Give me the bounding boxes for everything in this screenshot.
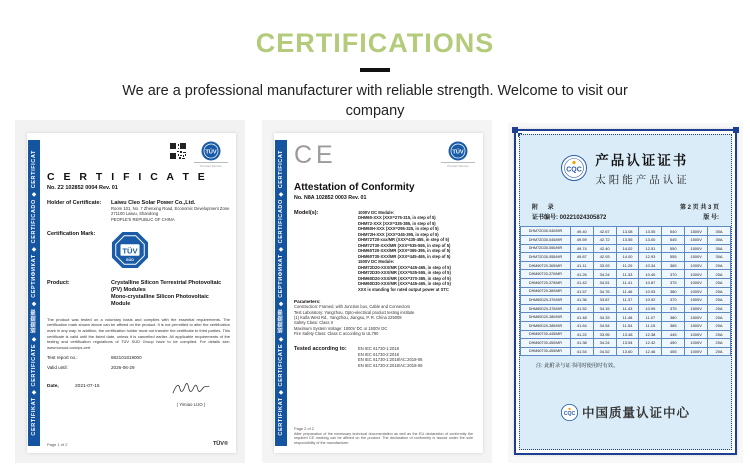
standard-line: EN IEC 61730-2:2018/AC:2018-06 xyxy=(358,363,423,369)
cert-number: 证书编号: 00221024305872 xyxy=(532,215,607,222)
table-cell: 30A xyxy=(708,227,731,236)
holder-row xyxy=(47,200,230,222)
models-list xyxy=(358,210,477,292)
cqc-meta xyxy=(532,203,719,223)
table-cell: 20A xyxy=(708,339,731,348)
standard-line: EN IEC 61730-2:2018 xyxy=(358,351,399,357)
table-row xyxy=(521,235,731,244)
parameter-line: Fire Safety Class: Class C according to UL790 xyxy=(294,330,379,336)
svg-text:TÜV: TÜV xyxy=(452,149,464,156)
model-line: DHM60H-XXX (XXX=295-325, in step of 5) xyxy=(358,226,439,232)
page-indicator: 第 2 页 共 3 页 xyxy=(679,205,719,211)
cqc-certificate-inner xyxy=(519,134,732,450)
table-cell: DHM60D20-375/MR xyxy=(521,304,571,313)
table-cell: 1500V xyxy=(685,313,708,322)
table-cell: 12.51 xyxy=(639,244,662,253)
table-cell: 450 xyxy=(662,339,685,348)
table-cell: 34.33 xyxy=(593,313,616,322)
cqc-organization-name: 中国质量认证中心 xyxy=(581,406,690,420)
holder-address-line: 271100 Laiwu, Shandong xyxy=(111,211,159,217)
svg-text:CQC: CQC xyxy=(563,410,576,417)
model-line: DHM72H-XXX (XXX=345-395, in step of 5) xyxy=(358,231,439,237)
table-cell: 13.48 xyxy=(616,330,639,339)
cqc-logo-text: CQC xyxy=(566,166,583,174)
table-cell: DHM60T30-445/MR xyxy=(521,330,571,339)
table-row xyxy=(521,347,731,356)
product-line: Module xyxy=(111,300,131,307)
table-cell: 11.43 xyxy=(616,304,639,313)
table-cell: 12.93 xyxy=(639,253,662,262)
table-cell: DHM60T30-450/MR xyxy=(521,339,571,348)
table-cell: 545 xyxy=(662,235,685,244)
table-cell: 34.76 xyxy=(593,287,616,296)
cqc-footer xyxy=(520,403,731,421)
table-cell: 20A xyxy=(708,270,731,279)
table-cell: 370 xyxy=(662,296,685,305)
table-cell: 49.59 xyxy=(570,235,593,244)
parameter-line: Safety Class: Class II xyxy=(294,320,333,326)
table-row xyxy=(521,330,731,339)
table-cell: DHM60T20-380/MR xyxy=(521,287,571,296)
table-cell: 11.37 xyxy=(616,296,639,305)
model-line: DHM60T20-XXX/MR (XXX=365-395, in step of 5) xyxy=(358,248,451,254)
table-cell: DHM72D30-550/MR xyxy=(521,244,571,253)
table-cell: 11.33 xyxy=(616,270,639,279)
attestation-footer xyxy=(294,426,473,446)
model-line: XXX is standing for rated output power at STC xyxy=(358,286,449,292)
table-cell: 13.08 xyxy=(616,227,639,236)
table-cell: 10.34 xyxy=(639,261,662,270)
parameter-line: Construction: Framed, with Junction box, Cable and Connectors xyxy=(294,304,411,310)
table-cell: DHM60D20-370/MR xyxy=(521,296,571,305)
cqc-title: 产品认证证书 xyxy=(595,153,689,168)
table-cell: 42.40 xyxy=(593,244,616,253)
table-cell: 1500V xyxy=(685,304,708,313)
table-cell: 41.57 xyxy=(570,287,593,296)
tuv-logo-caption: Product Service xyxy=(441,162,475,168)
sidebar-multilingual-text: CERTIFIKAT ◆ CERTIFICATE ◆ 認證證書 ◆ СЕРТИФИКАТ ◆ CERTIFICADO ◆ CERTIFICAT xyxy=(278,150,284,436)
parameters-label: Parameters: xyxy=(294,299,321,305)
product-line: Mono-crystalline Silicon Photovoltaic xyxy=(111,294,209,301)
tuv-certificate-image[interactable] xyxy=(15,120,245,463)
table-cell: 380 xyxy=(662,313,685,322)
table-cell: 41.64 xyxy=(570,321,593,330)
attestation-title: Attestation of Conformity xyxy=(294,182,415,193)
appendix-line xyxy=(532,203,719,213)
table-cell: 1500V xyxy=(685,227,708,236)
table-cell: DHM60D20-380/MR xyxy=(521,313,571,322)
table-cell: 11.41 xyxy=(616,278,639,287)
model-line: DHM72-XXX (XXX=335-385, in step of 5) xyxy=(358,220,436,226)
qr-code-icon xyxy=(170,143,186,159)
table-cell: 13.55 xyxy=(616,235,639,244)
table-cell: DHM72D30-540/MR xyxy=(521,227,571,236)
table-cell: 34.52 xyxy=(593,347,616,356)
cqc-certificate-document xyxy=(514,129,737,455)
table-cell: 1500V xyxy=(685,296,708,305)
product-line: Crystalline Silicon Terrestrial Photovoltaic xyxy=(111,280,222,287)
mark-label: Certification Mark: xyxy=(47,231,96,238)
table-cell: 1000V xyxy=(685,339,708,348)
table-cell: 20A xyxy=(708,261,731,270)
appendix-label: 附 录 xyxy=(532,205,558,211)
table-cell: 11.15 xyxy=(639,321,662,330)
model-line: DHM72T30-XXX/MR (XXX=535-555, in step of 5) xyxy=(358,242,451,248)
table-cell: 34.24 xyxy=(593,339,616,348)
table-cell: 30A xyxy=(708,253,731,262)
model-line: DHM60D30-XXX/MR (XXX=445-465, in step of 5) xyxy=(358,281,451,287)
cqc-titles xyxy=(595,149,690,187)
model-line: 1500V DC Module: xyxy=(358,259,395,265)
signer-name: ( Yimiao LUO ) xyxy=(176,402,206,407)
table-cell: 370 xyxy=(662,270,685,279)
mark-value xyxy=(111,231,230,271)
table-cell: 20A xyxy=(708,347,731,356)
table-row xyxy=(521,261,731,270)
tuv-sued-logo xyxy=(441,141,475,168)
parameters-list xyxy=(294,304,477,336)
valid-until-label: Valid until: xyxy=(47,365,68,371)
table-cell: DHM60T20-370/MR xyxy=(521,270,571,279)
table-cell: 455 xyxy=(662,347,685,356)
table-row xyxy=(521,339,731,348)
table-cell: 20A xyxy=(708,287,731,296)
table-cell: 49.87 xyxy=(570,253,593,262)
table-cell: 42.72 xyxy=(593,235,616,244)
page-title: CERTIFICATIONS xyxy=(255,28,495,58)
date-value: 2021-07-15 xyxy=(75,384,100,390)
table-cell: 1500V xyxy=(685,321,708,330)
table-cell: 42.93 xyxy=(593,253,616,262)
table-cell: 12.42 xyxy=(639,339,662,348)
tuv-octagon-mark-icon xyxy=(111,231,149,269)
table-cell: 41.36 xyxy=(570,296,593,305)
title-divider xyxy=(360,68,390,72)
table-cell: 33.93 xyxy=(593,261,616,270)
table-cell: 20A xyxy=(708,278,731,287)
table-cell: 1000V xyxy=(685,270,708,279)
table-row xyxy=(521,278,731,287)
table-cell: 34.51 xyxy=(593,278,616,287)
tested-label: Tested according to: xyxy=(294,346,347,353)
table-cell: 20A xyxy=(708,321,731,330)
table-cell: 13.00 xyxy=(639,235,662,244)
cert-no-line xyxy=(532,213,719,223)
model-line: DHM60-XXX (XXX=275-315, in step of 5) xyxy=(358,215,436,221)
table-cell: 12.46 xyxy=(639,347,662,356)
table-cell: 1500V xyxy=(685,244,708,253)
tuv-logo-text: TÜV xyxy=(205,149,217,156)
table-cell: 445 xyxy=(662,330,685,339)
certificate-sidebar xyxy=(275,140,287,446)
table-cell: 41.26 xyxy=(570,270,593,279)
table-cell: 1500V xyxy=(685,235,708,244)
table-cell: 11.48 xyxy=(616,313,639,322)
table-cell: 540 xyxy=(662,227,685,236)
test-report-label: Test report no.: xyxy=(47,355,78,361)
table-cell: 41.22 xyxy=(570,330,593,339)
parameter-line: (1) Kaifa West Rd., Yangzhou, Jiangsu, P. R. China 225009 xyxy=(294,314,402,320)
table-cell: 34.24 xyxy=(593,270,616,279)
table-cell: 41.42 xyxy=(570,278,593,287)
standard-line: EN IEC 61730-1:2018/AC:2018-06 xyxy=(358,357,423,363)
cqc-note: 注: 此附录与证书同时使用时有效。 xyxy=(536,363,619,370)
certificate-statement: The product was tested on a voluntary basis and complies with the essential requirements. The certification mark shown above can be affixed on the product. It is not permitted to alter the certification mark in any way. In addition, the certification holder must not transfer the certificate to third parties. This certificate is valid until the listed date, unless it is cancelled earlier. All applicable requirements of the testing and certification regulations of TÜV SÜD Group have to be complied. For details see: www.tuvsud.com/ps-cert xyxy=(47,316,230,350)
table-cell: 20A xyxy=(708,330,731,339)
table-cell: 11.54 xyxy=(616,321,639,330)
model-line: 1000V DC Module: xyxy=(358,210,395,215)
certificate-footer xyxy=(47,441,228,447)
table-cell: DHM60T30-455/MR xyxy=(521,347,571,356)
parameters-block xyxy=(294,299,477,336)
table-cell: 1000V xyxy=(685,330,708,339)
svg-text:SÜD: SÜD xyxy=(125,258,135,263)
table-cell: 13.54 xyxy=(616,339,639,348)
valid-until-row xyxy=(47,365,230,370)
table-cell: 49.40 xyxy=(570,227,593,236)
table-cell: 20A xyxy=(708,296,731,305)
sidebar-multilingual-text: CERTIFIKAT ◆ CERTIFICATE ◆ 認證證書 ◆ СЕРТИФИКАТ ◆ CERTIFICADO ◆ CERTIFICAT xyxy=(31,150,37,436)
signature-icon xyxy=(170,380,212,396)
certificate-title: C E R T I F I C A T E xyxy=(47,171,208,183)
cqc-data-table xyxy=(520,226,731,356)
model-line: DHM72T20-xxx/MR (XXX=435-455, in step of 5) xyxy=(358,237,450,243)
table-cell: DHM72D30-545/MR xyxy=(521,235,571,244)
ce-mark-icon: CE xyxy=(294,141,337,169)
certificate-sidebar xyxy=(28,140,40,446)
table-row xyxy=(521,287,731,296)
table-row xyxy=(521,227,731,236)
table-cell: 375 xyxy=(662,278,685,287)
signature-block xyxy=(170,380,212,407)
table-cell: 11.46 xyxy=(616,287,639,296)
table-cell: 1000V xyxy=(685,278,708,287)
tested-row xyxy=(294,346,477,369)
table-cell: 380 xyxy=(662,287,685,296)
attestation-certificate-image[interactable] xyxy=(262,120,492,463)
table-row xyxy=(521,253,731,262)
table-cell: 41.48 xyxy=(570,313,593,322)
table-cell: 42.67 xyxy=(593,227,616,236)
holder-label: Holder of Certificate: xyxy=(47,200,102,206)
table-cell: 1000V xyxy=(685,261,708,270)
product-line: (PV) Modules xyxy=(111,287,146,294)
table-cell: 14.00 xyxy=(616,253,639,262)
table-row xyxy=(521,270,731,279)
table-cell: 11.07 xyxy=(639,313,662,322)
table-cell: 12.38 xyxy=(639,330,662,339)
table-cell: 10.87 xyxy=(639,278,662,287)
table-row xyxy=(521,304,731,313)
page-note: Page 1 of 2 xyxy=(47,442,68,447)
table-cell: 555 xyxy=(662,253,685,262)
test-report-value: 882101819000 xyxy=(111,355,142,361)
table-cell: 30A xyxy=(708,235,731,244)
certificate-body xyxy=(47,139,230,449)
tuv-brand-mark: TÜV® xyxy=(212,441,228,447)
product-value xyxy=(111,280,230,308)
version-label: 版 号: xyxy=(703,215,719,222)
parameter-line: Test Laboratory: Yangzhou, Opto-electrical product testing institute xyxy=(294,309,415,315)
attestation-number: No. N8A 102852 0003 Rev. 01 xyxy=(294,195,367,201)
footer-statement: After preparation of the necessary technical documentation as well as the EU declaration of conformity the required CE marking can be affixed on the product. The declaration of conformity is issued under the sole responsibility of the manufacturer. xyxy=(294,431,473,446)
holder-value xyxy=(111,200,230,222)
certificate-number: No. Z2 102852 0004 Rev. 01 xyxy=(47,185,118,191)
valid-until-value: 2026-06-29 xyxy=(111,365,135,371)
product-row xyxy=(47,280,230,308)
table-cell: 13.60 xyxy=(616,347,639,356)
holder-address-line: PEOPLE'S REPUBLIC OF CHINA xyxy=(111,216,175,222)
product-label: Product: xyxy=(47,280,70,287)
table-cell: 1000V xyxy=(685,347,708,356)
table-cell: 1500V xyxy=(685,253,708,262)
model-line: DHM60D20-XXX/MR (XXX=370-385, in step of 5) xyxy=(358,275,451,281)
attestation-document xyxy=(274,133,483,453)
table-cell: 20A xyxy=(708,304,731,313)
mark-row xyxy=(47,231,230,271)
page-subtitle: We are a professional manufacturer with reliable strength. Welcome to visit our company xyxy=(122,83,628,119)
parameter-line: Maximum System Voltage: 1000V DC or 1500V DC xyxy=(294,325,388,331)
table-cell: 33.95 xyxy=(593,330,616,339)
table-row xyxy=(521,321,731,330)
table-cell: 20A xyxy=(708,313,731,322)
table-cell: 41.52 xyxy=(570,304,593,313)
table-cell: 33.87 xyxy=(593,296,616,305)
cqc-logo-icon xyxy=(561,404,578,421)
table-cell: 10.93 xyxy=(639,287,662,296)
date-label: Date, xyxy=(47,384,59,390)
table-cell: 13.05 xyxy=(639,227,662,236)
cqc-certificate-image[interactable] xyxy=(508,123,743,463)
attestation-body xyxy=(294,139,477,449)
table-cell: DHM60T20-365/MR xyxy=(521,261,571,270)
models-row xyxy=(294,210,477,292)
holder-address xyxy=(111,206,230,222)
page-note: Page 2 of 2 xyxy=(294,425,314,431)
table-cell: 11.29 xyxy=(616,261,639,270)
cqc-header xyxy=(520,149,731,187)
holder-address-line: Room 101, No. 7 Zhenxing Road, Economic Development Zone xyxy=(111,206,230,211)
page-header xyxy=(0,0,750,121)
models-label: Model(s): xyxy=(294,210,319,216)
table-row xyxy=(521,313,731,322)
table-cell: 30A xyxy=(708,244,731,253)
table-cell: 550 xyxy=(662,244,685,253)
standards-list xyxy=(358,346,422,369)
model-line: DHM72D30-XXX/MR (XXX=535-555, in step of 5) xyxy=(358,270,451,276)
table-cell: 14.02 xyxy=(616,244,639,253)
table-cell: 34.54 xyxy=(593,321,616,330)
table-cell: 385 xyxy=(662,321,685,330)
table-cell: DHM72D30-555/MR xyxy=(521,253,571,262)
table-cell: 365 xyxy=(662,261,685,270)
svg-text:TÜV: TÜV xyxy=(122,246,138,256)
table-cell: 41.11 xyxy=(570,261,593,270)
table-cell: 10.92 xyxy=(639,296,662,305)
tuv-certificate-document xyxy=(27,133,236,453)
table-cell: 49.74 xyxy=(570,244,593,253)
table-cell: DHM60D20-385/MR xyxy=(521,321,571,330)
model-line: DHM60T30-XXX/MR (XXX=445-465, in step of 5) xyxy=(358,253,451,259)
corner-square-icon xyxy=(733,127,739,133)
tuv-logo-caption: Product Service xyxy=(194,162,228,168)
cqc-logo-icon xyxy=(561,155,587,181)
tuv-sued-logo xyxy=(194,141,228,168)
table-cell: 34.15 xyxy=(593,304,616,313)
table-cell: 41.38 xyxy=(570,339,593,348)
table-cell: 375 xyxy=(662,304,685,313)
table-cell: 41.54 xyxy=(570,347,593,356)
table-cell: DHM60T20-375/MR xyxy=(521,278,571,287)
cqc-subtitle: 太阳能产品认证 xyxy=(595,174,690,186)
table-cell: 10.40 xyxy=(639,270,662,279)
table-cell: 1000V xyxy=(685,287,708,296)
model-line: DHM72D20-XXX/MR (XXX=445-465, in step of 5) xyxy=(358,264,451,270)
table-row xyxy=(521,244,731,253)
table-row xyxy=(521,296,731,305)
test-report-row xyxy=(47,355,230,360)
table-cell: 10.99 xyxy=(639,304,662,313)
holder-name: Laiwu Cleo Solar Power Co.,Ltd. xyxy=(111,200,196,206)
standard-line: EN IEC 61730-1:2018 xyxy=(358,346,399,352)
